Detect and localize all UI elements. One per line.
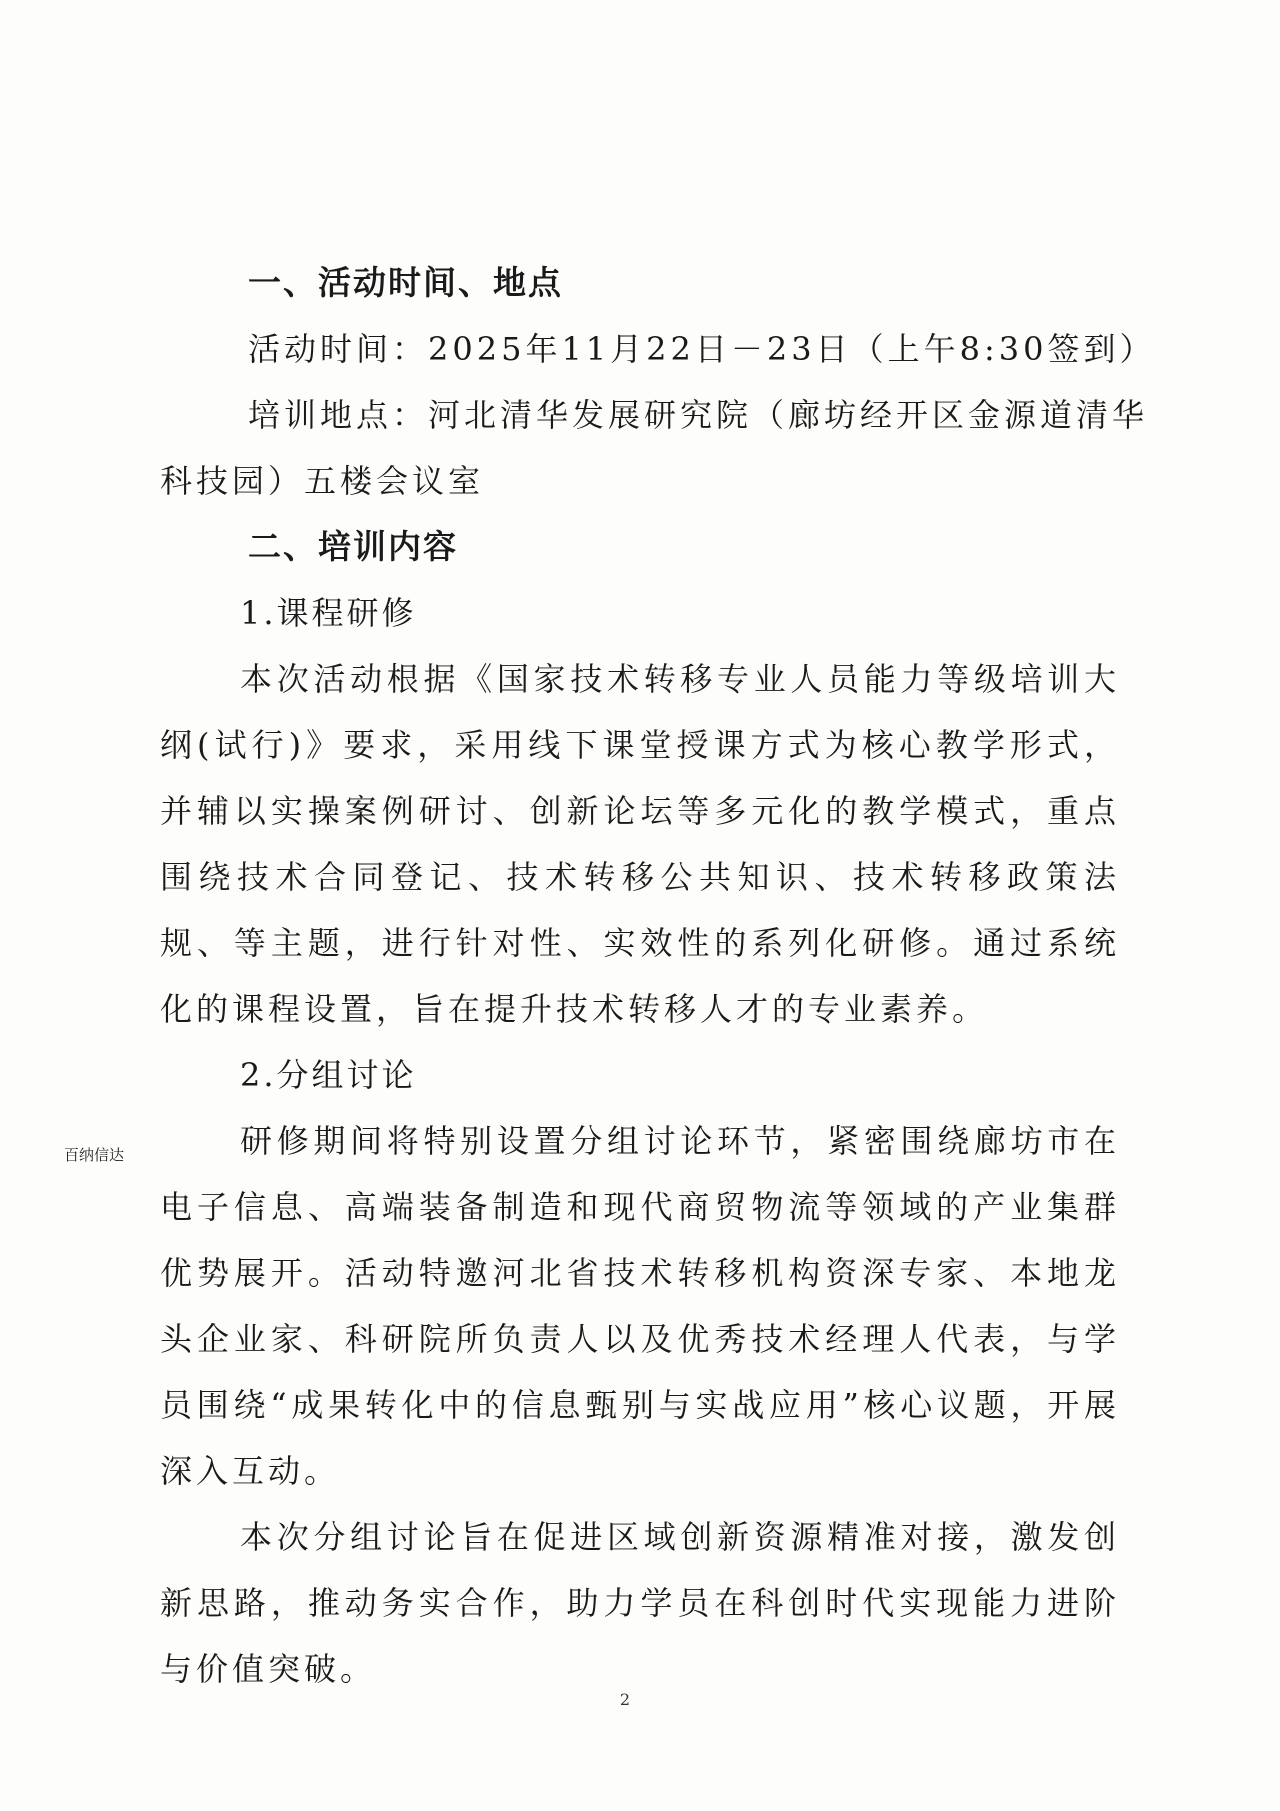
document-body	[160, 250, 1156, 1702]
course-study-heading: 1.课程研修	[240, 594, 417, 632]
training-location-line-1: 培训地点：河北清华发展研究院（廊坊经开区金源道清华	[248, 396, 1149, 434]
watermark-label: 百纳信达	[64, 1146, 125, 1164]
training-location-line-2: 科技园）五楼会议室	[160, 462, 485, 500]
activity-time: 活动时间：2025年11月22日－23日（上午8:30签到）	[248, 330, 1156, 368]
section-2-heading: 二、培训内容	[248, 527, 458, 566]
section-1-heading: 一、活动时间、地点	[248, 263, 563, 302]
course-study-paragraph: 本次活动根据《国家技术转移专业人员能力等级培训大纲(试行)》要求，采用线下课堂授课方式为核心教学形式，并辅以实操案例研讨、创新论坛等多元化的教学模式，重点围绕技术合同登记、技术转移公共知识、技术转移政策法规、等主题，进行针对性、实效性的系列化研修。通过系统化的课程设置，旨在提升技术转移人才的专业素养。	[160, 660, 1120, 1028]
group-discussion-heading: 2.分组讨论	[240, 1056, 417, 1094]
page-number: 2	[619, 1690, 631, 1709]
group-discussion-paragraph-2: 本次分组讨论旨在促进区域创新资源精准对接，激发创新思路，推动务实合作，助力学员在科创时代实现能力进阶与价值突破。	[160, 1518, 1120, 1688]
group-discussion-paragraph-1: 研修期间将特别设置分组讨论环节，紧密围绕廊坊市在电子信息、高端装备制造和现代商贸物流等领域的产业集群优势展开。活动特邀河北省技术转移机构资深专家、本地龙头企业家、科研院所负责人以及优秀技术经理人代表，与学员围绕“成果转化中的信息甄别与实战应用”核心议题，开展深入互动。	[160, 1122, 1120, 1490]
